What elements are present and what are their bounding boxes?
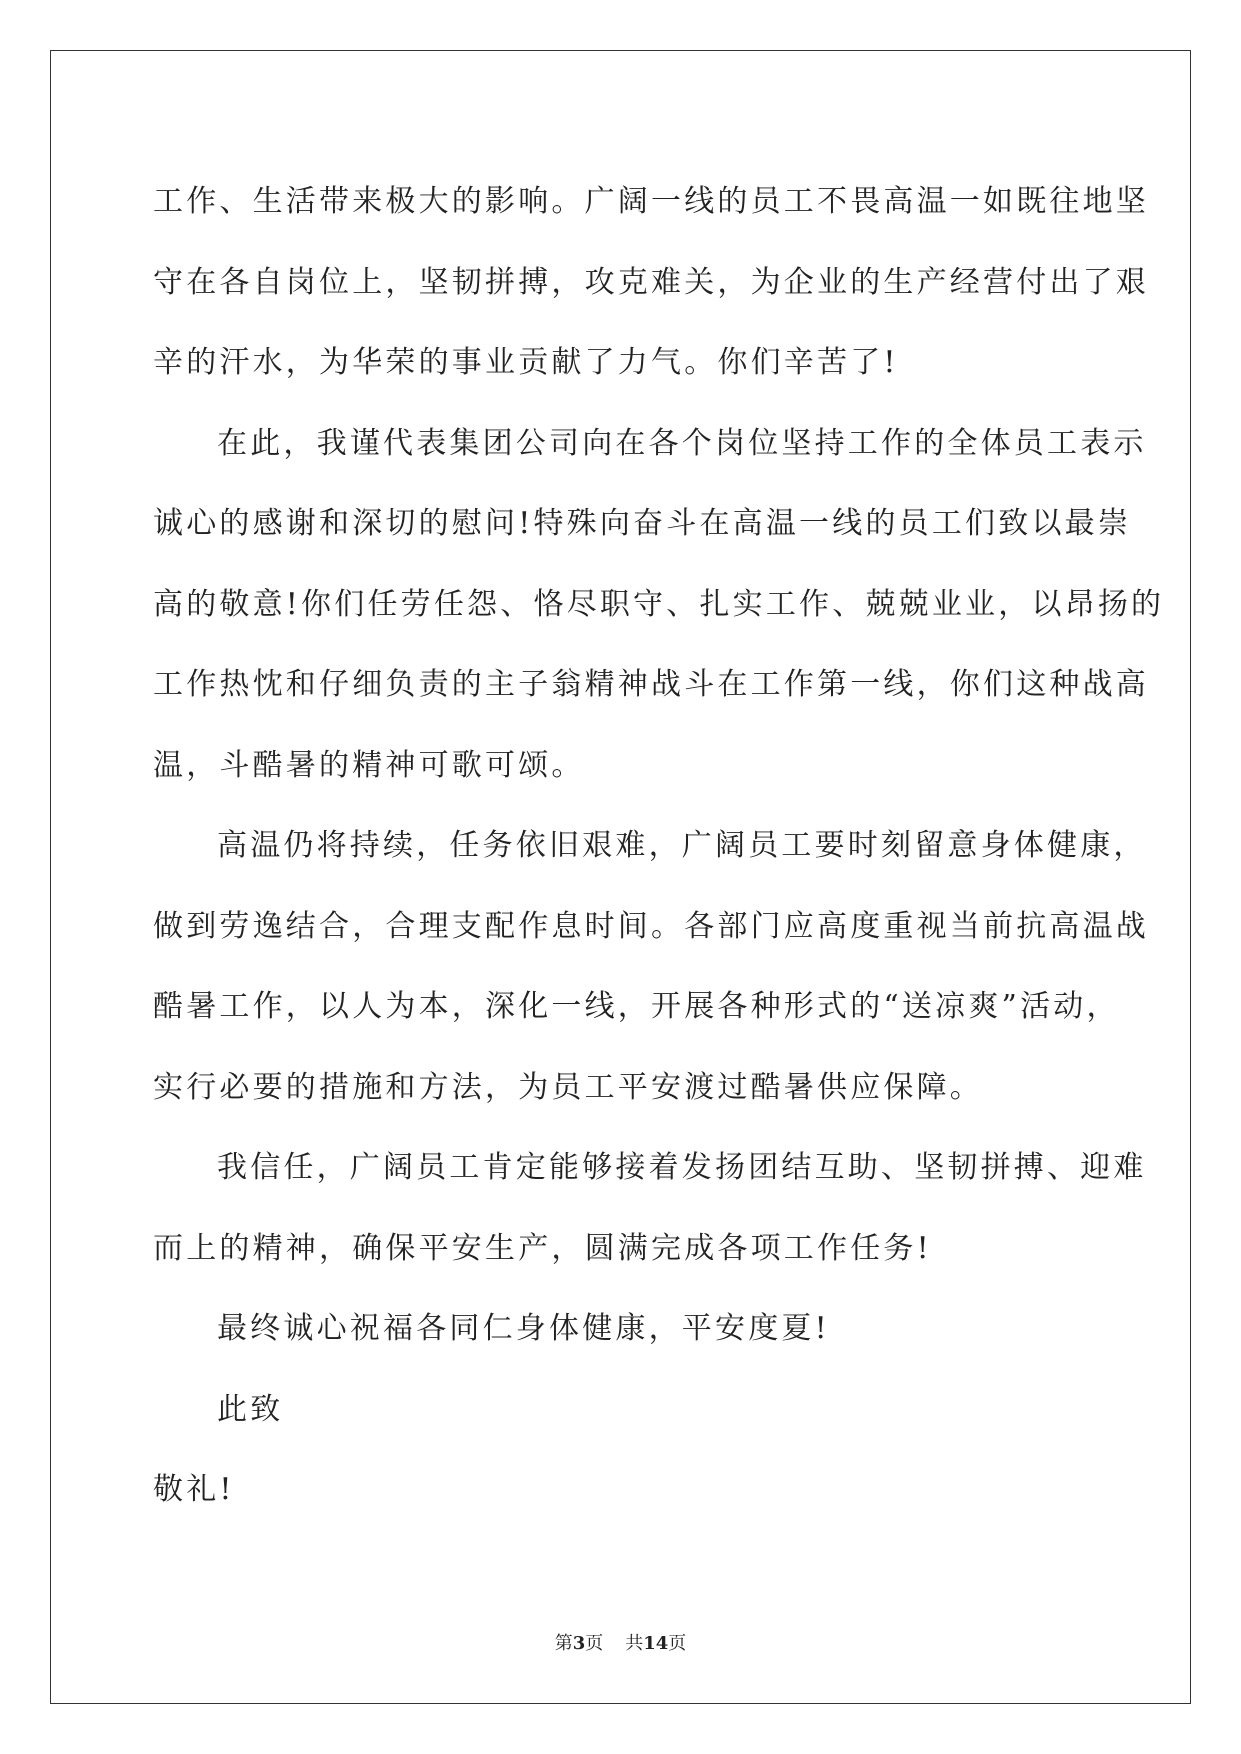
closing-salutation [153,1370,1089,1451]
text-line: 高的敬意!你们任劳任怨、恪尽职守、扎实工作、兢兢业业，以昂扬的 [153,586,1165,622]
text-line: 最终诚心祝福各同仁身体健康，平安度夏! [217,1311,830,1346]
paragraph-2 [153,404,1165,807]
text-line: 工作热忱和仔细负责的主子翁精神战斗在工作第一线，你们这种战高 [153,667,1149,702]
text-line: 而上的精神，确保平安生产，圆满完成各项工作任务! [153,1230,932,1266]
total-pages: 14 [643,1633,669,1654]
page-prefix: 第 [554,1633,573,1654]
text-line: 守在各自岗位上，坚韧拼搏，攻克难关，为企业的生产经营付出了艰 [153,264,1149,300]
text-line: 做到劳逸结合，合理支配作息时间。各部门应高度重视当前抗高温战 [153,908,1149,944]
text-line: 我信任，广阔员工肯定能够接着发扬团结互助、坚韧拼搏、迎难 [217,1150,1147,1185]
paragraph-4 [153,1128,1147,1289]
text-line: 在此，我谨代表集团公司向在各个岗位坚持工作的全体员工表示 [217,425,1147,461]
paragraph-5 [153,1289,1089,1370]
paragraph-3 [153,806,1149,1128]
paragraph-1 [153,162,1149,404]
page-suffix: 页 [585,1633,604,1654]
page-footer [0,1632,1241,1656]
page-number: 3 [572,1633,586,1654]
total-suffix: 页 [668,1633,687,1654]
text-line: 高温仍将持续，任务依旧艰难，广阔员工要时刻留意身体健康， [217,828,1147,863]
text-line: 温，斗酷暑的精神可歌可颂。 [153,747,585,783]
text-line: 敬礼! [153,1472,235,1507]
text-line: 实行必要的措施和方法，为员工平安渡过酷暑供应保障。 [153,1069,983,1105]
closing-regards [153,1450,1089,1531]
document-body [153,162,1165,1531]
text-line: 辛的汗水，为华荣的事业贡献了力气。你们辛苦了! [153,345,899,380]
text-line: 此致 [217,1391,284,1427]
total-prefix: 共 [625,1633,644,1654]
text-line: 工作、生活带来极大的影响。广阔一线的员工不畏高温一如既往地坚 [153,184,1149,219]
text-line: 诚心的感谢和深切的慰问!特殊向奋斗在高温一线的员工们致以最崇 [153,506,1132,541]
text-line: 酷暑工作，以人为本，深化一线，开展各种形式的“送凉爽”活动， [153,989,1120,1024]
